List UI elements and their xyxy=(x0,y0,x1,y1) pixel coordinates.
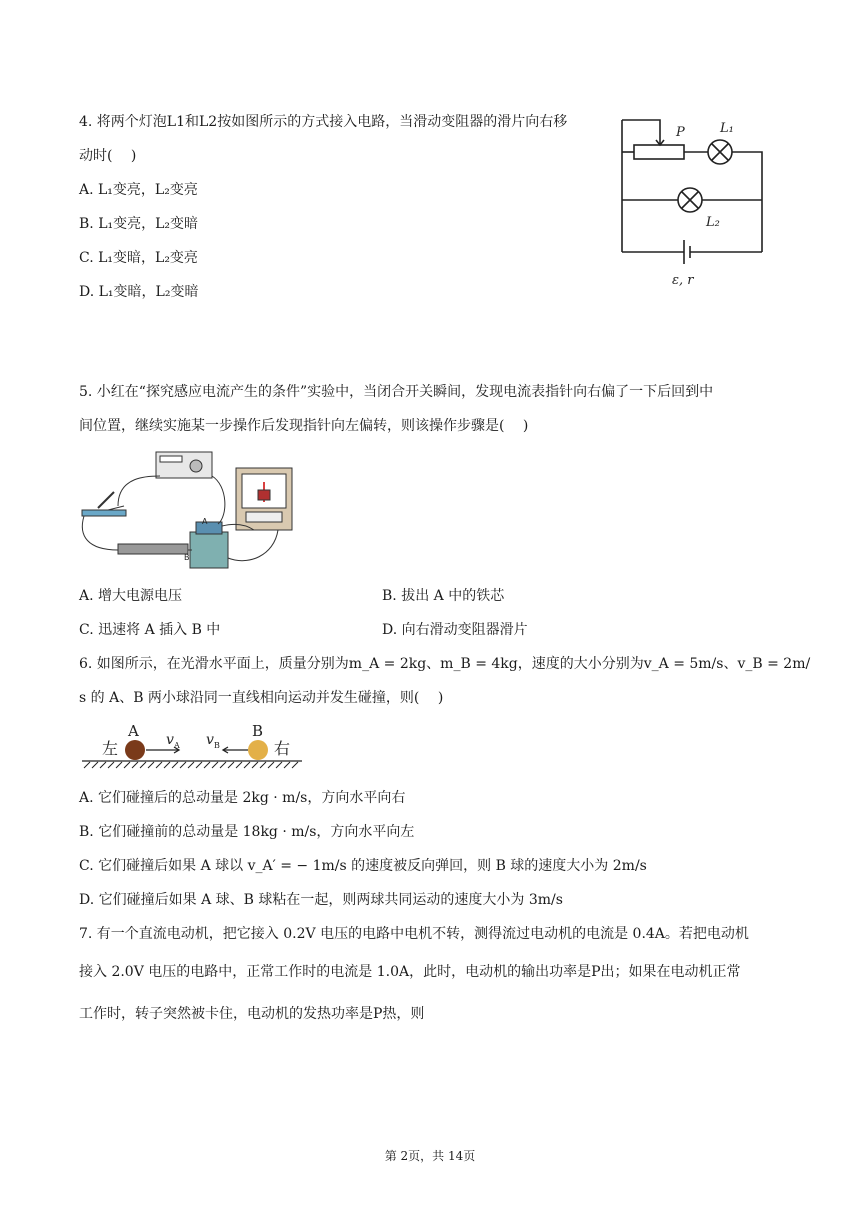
q4-label-l1: L₁ xyxy=(720,121,734,136)
q6-label-vb: v xyxy=(206,732,214,748)
q4-circuit-figure xyxy=(616,112,768,290)
q5-line1: 5. 小红在“探究感应电流产生的条件”实验中，当闭合开关瞬间，发现电流表指针向右偏了一下后回到中 xyxy=(79,384,714,400)
q5-line2: 间位置，继续实施某一步操作后发现指针向左偏转，则该操作步骤是( ) xyxy=(79,418,529,434)
q7-line2: 接入 2.0V 电压的电路中，正常工作时的电流是 1.0A，此时，电动机的输出功率是P出；如果在电动机正常 xyxy=(79,964,741,980)
q6-label-vb-sub: B xyxy=(214,741,220,750)
q6-label-right: 右 xyxy=(274,739,291,758)
q5-option-a: A. 增大电源电压 xyxy=(79,588,183,604)
q4-line1: 4. 将两个灯泡L1和L2按如图所示的方式接入电路，当滑动变阻器的滑片向右移 xyxy=(79,114,568,130)
q5-option-c: C. 迅速将 A 插入 B 中 xyxy=(79,622,221,638)
q7-line1: 7. 有一个直流电动机，把它接入 0.2V 电压的电路中电机不转，测得流过电动机的电流是 0.4A。若把电动机 xyxy=(79,926,749,942)
q6-label-a: A xyxy=(128,722,139,740)
page-footer: 第 2页，共 14页 xyxy=(384,1149,476,1163)
q4-option-a: A. L₁变亮，L₂变亮 xyxy=(79,182,198,198)
q6-line2: s 的 A、B 两小球沿同一直线相向运动并发生碰撞，则( ) xyxy=(79,690,444,706)
q4-label-p: P xyxy=(676,125,685,140)
q6-option-c: C. 它们碰撞后如果 A 球以 v_A′ = − 1m/s 的速度被反向弹回，则 B 球的速度大小为 2m/s xyxy=(79,858,647,874)
q6-line1: 6. 如图所示，在光滑水平面上，质量分别为m_A = 2kg、m_B = 4kg，速度的大小分别为v_A = 5m/s、v_B = 2m/ xyxy=(79,656,811,672)
q6-option-a: A. 它们碰撞后的总动量是 2kg · m/s，方向水平向右 xyxy=(79,790,406,806)
q6-option-d: D. 它们碰撞后如果 A 球、B 球粘在一起，则两球共同运动的速度大小为 3m/s xyxy=(79,892,563,908)
q5-label-a: A xyxy=(202,517,208,526)
q4-option-c: C. L₁变暗，L₂变亮 xyxy=(79,250,198,266)
q6-label-left: 左 xyxy=(102,739,119,758)
q5-label-b: B xyxy=(184,553,190,562)
q5-option-d: D. 向右滑动变阻器滑片 xyxy=(382,622,528,638)
q6-collision-figure xyxy=(80,720,306,770)
ball-b xyxy=(248,740,268,760)
q4-label-emf: ε, r xyxy=(672,273,694,288)
q4-label-l2: L₂ xyxy=(706,215,720,230)
q4-line2: 动时( ) xyxy=(79,148,137,164)
q6-option-b: B. 它们碰撞前的总动量是 18kg · m/s，方向水平向左 xyxy=(79,824,415,840)
ball-a xyxy=(125,740,145,760)
q6-label-b: B xyxy=(252,722,264,740)
q5-option-b: B. 拔出 A 中的铁芯 xyxy=(382,588,505,604)
q5-apparatus-figure xyxy=(78,446,304,576)
q4-option-d: D. L₁变暗，L₂变暗 xyxy=(79,284,199,300)
q7-line3: 工作时，转子突然被卡住，电动机的发热功率是P热，则 xyxy=(79,1006,425,1022)
q6-label-va: v xyxy=(166,732,174,748)
q6-label-va-sub: A xyxy=(174,741,180,750)
q4-option-b: B. L₁变亮，L₂变暗 xyxy=(79,216,199,232)
